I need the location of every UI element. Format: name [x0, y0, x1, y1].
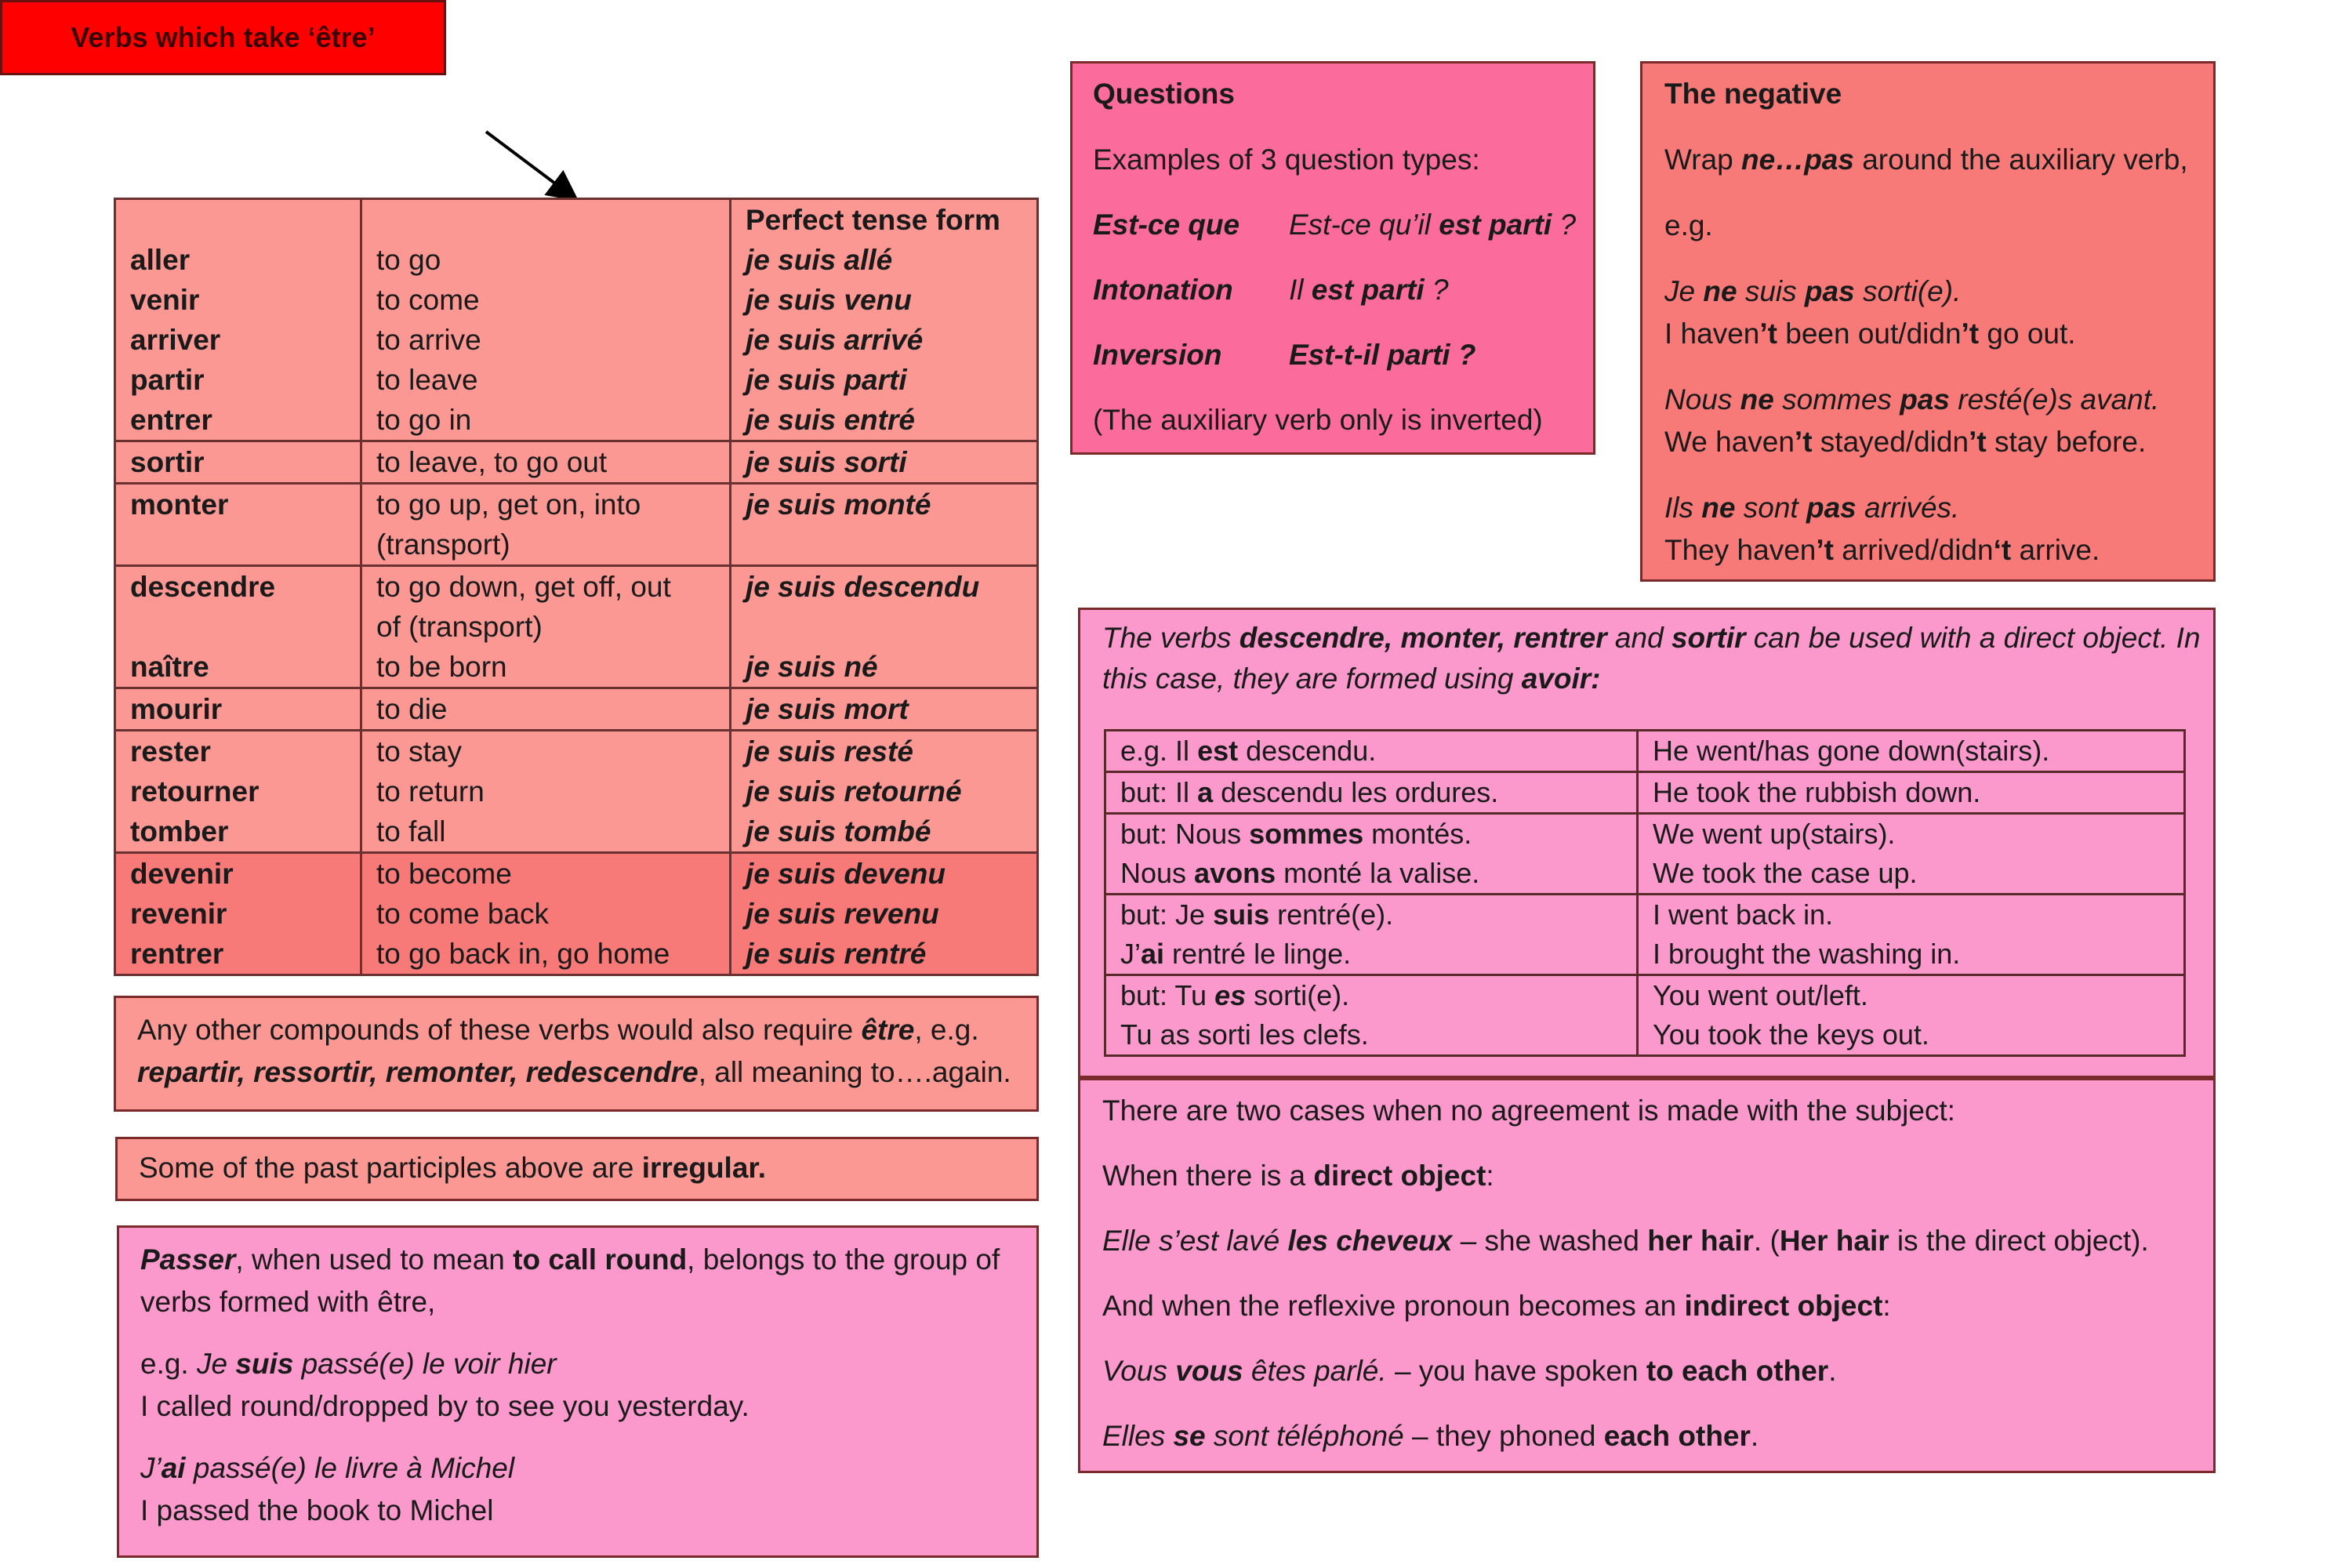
french-segment: sorti(e). [1246, 979, 1350, 1011]
verb-infinitive: aller [130, 244, 191, 276]
negative-nt: ’t [1969, 426, 1987, 458]
english-line: We went up(stairs). [1653, 818, 1896, 850]
passer-meaning: to call round [513, 1243, 688, 1276]
french-segment: but: Tu [1120, 979, 1215, 1011]
verb-group-row [115, 240, 1038, 441]
perfect-form: je suis tombé [746, 815, 931, 848]
question-types [1093, 204, 1593, 376]
french-segment: suis [1213, 898, 1270, 931]
verb-meaning: to arrive [376, 324, 481, 356]
agreement-example: Elle s’est lavé [1102, 1225, 1288, 1257]
agreement-text: – they phoned [1403, 1420, 1604, 1452]
verb-infinitive: retourner [130, 775, 260, 808]
questions-title: Questions [1093, 78, 1235, 110]
negative-translation: stay before. [1986, 426, 2147, 458]
french-example-line [1120, 815, 1622, 854]
english-translation-cell [1638, 895, 2185, 975]
form-cell [731, 484, 1038, 566]
compounds-box [114, 996, 1039, 1112]
negative-text: Wrap [1664, 143, 1742, 176]
compounds-eg: , e.g. [914, 1014, 979, 1046]
agreement-key: direct object [1313, 1160, 1486, 1192]
perfect-form: je suis descendu [746, 571, 980, 603]
french-segment: rentré le linge. [1164, 938, 1352, 970]
questions-note: (The auxiliary verb only is inverted) [1093, 404, 1543, 436]
verb-table [114, 198, 1039, 976]
negative-nt: ’t [1816, 534, 1834, 566]
french-example-line [1120, 895, 1622, 935]
verb-meaning: to go up, get on, into [376, 488, 641, 521]
compounds-text: Any other compounds of these verbs would also require [137, 1014, 862, 1046]
perfect-form: je suis retourné [746, 775, 962, 808]
french-example-cell [1105, 731, 1638, 772]
passer-text: , belongs to the group of [687, 1243, 1000, 1276]
negative-translation: We haven [1664, 426, 1795, 458]
direct-object-row [1105, 772, 2185, 814]
negative-translation: arrived/didn [1833, 534, 1994, 566]
passer-eg: e.g. [140, 1348, 197, 1380]
verb-group-row [115, 731, 1038, 853]
agreement-text: . [1828, 1355, 1837, 1387]
direct-object-intro: and [1606, 622, 1671, 654]
compounds-etre: être [861, 1014, 915, 1046]
verb-meaning: to become [376, 858, 512, 890]
negative-ne-pas: ne…pas [1741, 143, 1854, 176]
verb-infinitive: sortir [130, 446, 205, 478]
french-segment: a [1197, 776, 1214, 808]
negative-ne: ne [1701, 492, 1736, 524]
questions-intro: Examples of 3 question types: [1093, 143, 1480, 176]
negative-pas: pas [1806, 492, 1857, 524]
question-example-verb: est parti [1311, 274, 1425, 306]
title: Verbs which take ‘être’ [71, 21, 376, 53]
form-cell [731, 731, 1038, 853]
negative-example: sorti(e). [1854, 275, 1962, 307]
verb-meaning: to fall [376, 815, 446, 848]
negative-nt: ’t [1794, 426, 1813, 458]
verb-cell [115, 853, 361, 975]
question-type-example [1289, 269, 1449, 311]
french-segment: monté la valise. [1276, 857, 1480, 889]
verb-infinitive: partir [130, 364, 205, 396]
agreement-text: is the direct object). [1889, 1225, 2149, 1257]
perfect-form: je suis mort [746, 693, 909, 725]
passer-translation: I called round/dropped by to see you yesterday. [140, 1390, 750, 1422]
direct-object-intro: can be used with a direct object. In [1745, 622, 2201, 654]
meaning-cell [361, 441, 731, 484]
passer-aux: suis [235, 1348, 294, 1380]
verb-meaning: to come back [376, 898, 550, 930]
perfect-form: je suis entré [746, 404, 915, 436]
agreement-example-object: les cheveux [1287, 1225, 1453, 1257]
french-segment: but: Je [1120, 898, 1214, 931]
direct-object-table [1104, 729, 2186, 1057]
meaning-cell [361, 731, 731, 853]
french-example-cell [1105, 814, 1638, 895]
verb-meaning: to leave [376, 364, 478, 396]
question-type-row [1093, 269, 1593, 311]
english-line: You went out/left. [1653, 979, 1868, 1011]
french-example-line [1120, 854, 1622, 893]
question-example-part: Il [1289, 274, 1312, 306]
verb-meaning: to stay [376, 735, 462, 768]
verb-cell [115, 566, 361, 688]
direct-object-row [1105, 731, 2185, 772]
passer-example: J’ [140, 1452, 162, 1484]
verb-meaning: to go back in, go home [376, 938, 670, 970]
verb-infinitive: entrer [130, 404, 212, 436]
irregular-word: irregular. [641, 1152, 767, 1184]
passer-text: verbs formed with être, [140, 1286, 436, 1318]
english-translation-cell [1638, 772, 2185, 814]
perfect-form: je suis rentré [746, 938, 927, 970]
negative-example: Je [1664, 275, 1704, 307]
french-example-line [1120, 935, 1622, 974]
question-type-label: Intonation [1093, 274, 1233, 306]
question-type-example [1289, 204, 1576, 246]
french-segment: descendu. [1238, 735, 1377, 767]
question-type-row [1093, 334, 1593, 376]
direct-object-intro: this case, they are formed using [1102, 662, 1522, 695]
verb-infinitive: descendre [130, 571, 276, 603]
direct-object-row [1105, 975, 2185, 1056]
question-example-verb: est parti [1439, 209, 1552, 241]
french-example-cell [1105, 772, 1638, 814]
french-segment: but: Nous [1120, 818, 1250, 850]
passer-example: passé(e) le voir hier [293, 1348, 557, 1380]
meaning-cell [361, 484, 731, 566]
french-segment: es [1214, 979, 1247, 1011]
french-segment: Nous [1120, 857, 1195, 889]
direct-object-intro: The verbs [1102, 622, 1240, 654]
form-cell [731, 688, 1038, 731]
negative-nt: ’t [1961, 318, 1980, 350]
negative-pas: pas [1804, 275, 1855, 307]
french-example-line [1120, 976, 1622, 1015]
verb-infinitive: tomber [130, 815, 229, 848]
french-segment: sommes [1249, 818, 1364, 850]
agreement-text: When there is a [1102, 1160, 1314, 1192]
passer-example: Je [197, 1348, 236, 1380]
verb-group-row [115, 484, 1038, 566]
verb-cell [115, 441, 361, 484]
agreement-text: . [1750, 1420, 1759, 1452]
verb-table-header-row [115, 199, 1038, 241]
french-example-line [1120, 731, 1622, 771]
negative-example: resté(e)s avant. [1949, 383, 2160, 416]
negative-translation: stayed/didn [1812, 426, 1969, 458]
french-segment: Tu as sorti les clefs. [1120, 1018, 1369, 1051]
french-segment: but: Il [1120, 776, 1198, 808]
english-line: He went/has gone down(stairs). [1653, 735, 2050, 767]
english-line: You took the keys out. [1653, 1018, 1929, 1051]
verb-cell [115, 484, 361, 566]
question-example-verb: Est-t-il parti ? [1289, 339, 1476, 371]
verb-infinitive: devenir [130, 858, 234, 890]
negative-ne: ne [1703, 275, 1737, 307]
verb-infinitive: rester [130, 735, 211, 768]
question-example-part: Est-ce qu’il [1289, 209, 1439, 241]
verb-meaning: to leave, to go out [376, 446, 608, 478]
form-cell [731, 853, 1038, 975]
meaning-cell [361, 853, 731, 975]
question-type-row [1093, 204, 1593, 246]
english-line: We took the case up. [1653, 857, 1918, 889]
verb-meaning: (transport) [376, 528, 510, 561]
negative-example: Ils [1664, 492, 1702, 524]
meaning-cell [361, 688, 731, 731]
verb-spacer [130, 524, 346, 564]
agreement-key: Her hair [1779, 1225, 1889, 1257]
agreement-pronoun: vous [1175, 1355, 1243, 1387]
french-example-line [1120, 773, 1622, 812]
negative-translation: go out. [1979, 318, 2076, 350]
form-spacer [746, 524, 1022, 564]
agreement-box [1078, 1078, 2216, 1473]
negative-nt: ‘t [1993, 534, 2012, 566]
perfect-form: je suis parti [746, 364, 907, 396]
questions-box [1070, 61, 1595, 455]
question-example-part: ? [1552, 209, 1577, 241]
perfect-form: je suis sorti [746, 446, 907, 478]
passer-example: passé(e) le livre à Michel [185, 1452, 515, 1484]
perfect-form: je suis devenu [746, 858, 946, 890]
negative-example: suis [1737, 275, 1805, 307]
french-example-cell [1105, 975, 1638, 1056]
french-segment: e.g. Il [1120, 735, 1198, 767]
direct-object-verbs: descendre, monter, rentrer [1239, 622, 1607, 654]
verb-group-row [115, 566, 1038, 688]
passer-text: , when used to mean [235, 1243, 514, 1276]
compounds-meaning: , all meaning to….again. [698, 1056, 1011, 1088]
direct-object-row [1105, 895, 2185, 975]
meaning-header-cell [361, 199, 731, 241]
form-cell [731, 240, 1038, 441]
agreement-text: And when the reflexive pronoun becomes an [1102, 1290, 1685, 1322]
agreement-key: indirect object [1684, 1290, 1883, 1322]
verb-header-cell [115, 199, 361, 241]
agreement-key: to each other [1646, 1355, 1829, 1387]
agreement-text: – you have spoken [1386, 1355, 1646, 1387]
french-segment: ai [1141, 938, 1165, 970]
passer-word: Passer [140, 1243, 236, 1276]
agreement-example: Elles [1102, 1420, 1174, 1452]
french-segment: montés. [1363, 818, 1472, 850]
verb-meaning: to be born [376, 651, 507, 683]
negative-translation: arrive. [2011, 534, 2100, 566]
agreement-text: : [1486, 1160, 1494, 1192]
question-type-label: Inversion [1093, 339, 1222, 371]
french-segment: J’ [1120, 938, 1141, 970]
verb-group-row [115, 853, 1038, 975]
agreement-intro: There are two cases when no agreement is made with the subject: [1102, 1094, 1955, 1127]
negative-translation: They haven [1664, 534, 1817, 566]
negative-example: sont [1735, 492, 1806, 524]
perfect-form: je suis né [746, 651, 878, 683]
perfect-form: je suis resté [746, 735, 913, 768]
irregular-text: Some of the past participles above are [139, 1152, 642, 1184]
verb-infinitive: monter [130, 488, 229, 521]
agreement-pronoun: se [1173, 1420, 1206, 1452]
negative-box [1640, 61, 2216, 582]
negative-nt: ’t [1759, 318, 1777, 350]
agreement-text: . ( [1753, 1225, 1780, 1257]
question-type-example [1289, 334, 1475, 376]
verb-cell [115, 731, 361, 853]
form-cell [731, 441, 1038, 484]
french-segment: descendu les ordures. [1213, 776, 1499, 808]
verb-meaning: to go in [376, 404, 472, 436]
negative-example: Nous [1664, 383, 1740, 416]
verb-group-row [115, 441, 1038, 484]
french-example-cell [1105, 895, 1638, 975]
verb-meaning: to go [376, 244, 441, 276]
negative-title: The negative [1664, 78, 1842, 110]
question-example-part: ? [1424, 274, 1449, 306]
verb-infinitive: mourir [130, 693, 223, 725]
form-spacer [746, 607, 1022, 647]
form-cell [731, 566, 1038, 688]
verb-infinitive: arriver [130, 324, 221, 356]
agreement-text: – she washed [1452, 1225, 1648, 1257]
french-example-line [1120, 1015, 1622, 1054]
verb-cell [115, 688, 361, 731]
perfect-form: je suis allé [746, 244, 893, 276]
perfect-form: je suis arrivé [746, 324, 924, 356]
english-line: I brought the washing in. [1653, 938, 1961, 970]
perfect-form: je suis revenu [746, 898, 939, 930]
french-segment: avons [1194, 857, 1276, 889]
verb-meaning: to go down, get off, out [376, 571, 671, 603]
passer-aux: ai [161, 1452, 186, 1484]
verb-cell [115, 240, 361, 441]
verb-meaning: to die [376, 693, 448, 725]
passer-translation: I passed the book to Michel [140, 1494, 494, 1526]
agreement-example: Vous [1102, 1355, 1176, 1387]
verb-infinitive: rentrer [130, 938, 224, 970]
verb-infinitive: naître [130, 651, 209, 683]
direct-object-verbs: sortir [1671, 622, 1746, 654]
question-type-label: Est-ce que [1093, 209, 1240, 241]
verb-meaning: to come [376, 284, 480, 316]
negative-pas: pas [1900, 383, 1950, 416]
agreement-example: êtes parlé. [1243, 1355, 1387, 1387]
perfect-tense-header: Perfect tense form [731, 199, 1038, 241]
verb-meaning: of (transport) [376, 611, 543, 643]
irregular-box [115, 1137, 1039, 1201]
verb-infinitive: revenir [130, 898, 227, 930]
french-segment: rentré(e). [1269, 898, 1394, 931]
negative-example: arrivés. [1856, 492, 1960, 524]
agreement-text: : [1882, 1290, 1891, 1322]
negative-example: sommes [1773, 383, 1900, 416]
french-segment: est [1197, 735, 1239, 767]
negative-translation: been out/didn [1777, 318, 1962, 350]
negative-ne: ne [1740, 383, 1774, 416]
direct-object-avoir: avoir: [1521, 662, 1601, 695]
english-translation-cell [1638, 731, 2185, 772]
meaning-cell [361, 566, 731, 688]
agreement-key: each other [1603, 1420, 1751, 1452]
negative-translation: I haven [1664, 318, 1760, 350]
perfect-form: je suis venu [746, 284, 912, 316]
english-translation-cell [1638, 814, 2185, 895]
passer-box [117, 1225, 1039, 1558]
negative-eg: e.g. [1664, 209, 1713, 241]
direct-object-row [1105, 814, 2185, 895]
english-line: I went back in. [1653, 898, 1834, 931]
agreement-key: her hair [1647, 1225, 1754, 1257]
verb-spacer [130, 607, 346, 647]
english-translation-cell [1638, 975, 2185, 1056]
perfect-form: je suis monté [746, 488, 931, 521]
meaning-cell [361, 240, 731, 441]
agreement-example: sont téléphoné [1205, 1420, 1404, 1452]
compounds-verbs: repartir, ressortir, remonter, redescendre [137, 1056, 699, 1088]
verb-meaning: to return [376, 775, 485, 808]
negative-text: around the auxiliary verb, [1853, 143, 2188, 176]
verb-infinitive: venir [130, 284, 200, 316]
verb-group-row [115, 688, 1038, 731]
english-line: He took the rubbish down. [1653, 776, 1981, 808]
